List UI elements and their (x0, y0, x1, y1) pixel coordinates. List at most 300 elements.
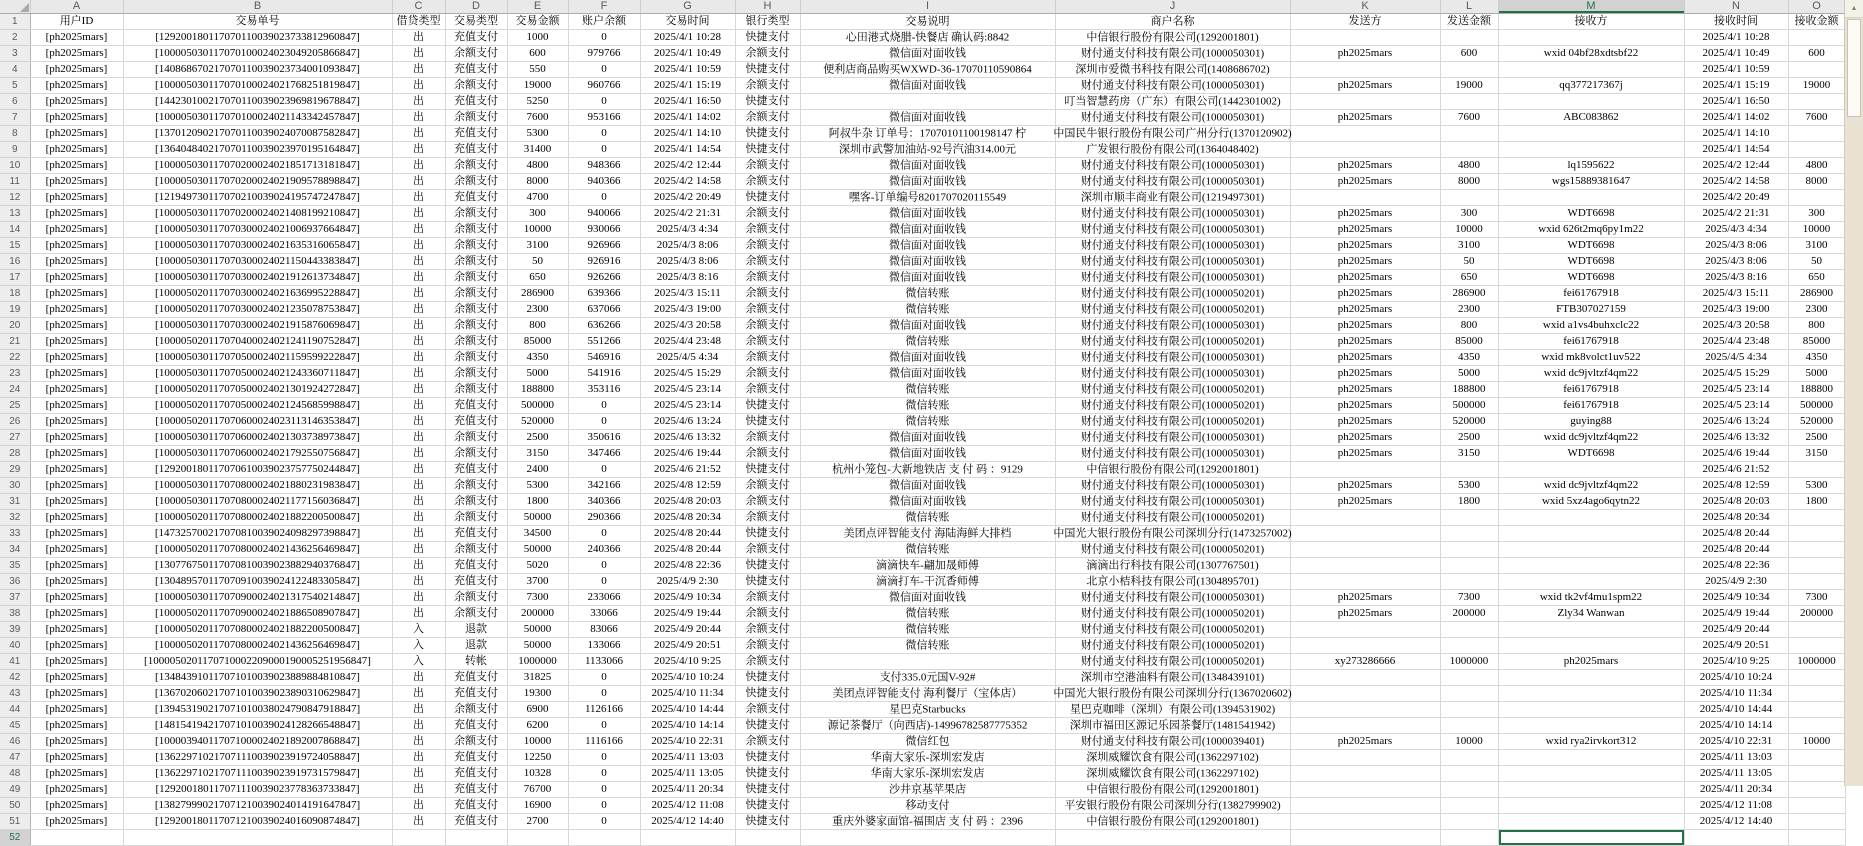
cell[interactable]: 0 (568, 814, 640, 830)
cell[interactable]: 充值支付 (445, 686, 507, 702)
row-number[interactable]: 21 (0, 334, 30, 350)
cell[interactable]: [136702060217071010039023890310629847] (123, 686, 392, 702)
row-number[interactable]: 10 (0, 158, 30, 174)
cell[interactable]: 2025/4/1 15:19 (640, 78, 735, 94)
cell[interactable]: [ph2025mars] (30, 526, 123, 542)
cell[interactable]: 余额支付 (735, 78, 800, 94)
cell[interactable]: 2025/4/1 10:59 (640, 62, 735, 78)
cell[interactable]: 800 (1788, 318, 1845, 334)
cell[interactable]: 快捷支付 (735, 126, 800, 142)
cell[interactable]: 0 (568, 718, 640, 734)
cell[interactable]: 0 (568, 62, 640, 78)
cell[interactable]: ph2025mars (1290, 734, 1440, 750)
cell[interactable]: 50 (507, 254, 568, 270)
cell[interactable]: [ph2025mars] (30, 750, 123, 766)
cell[interactable]: ph2025mars (1290, 78, 1440, 94)
row-number[interactable]: 28 (0, 446, 30, 462)
cell[interactable]: 出 (392, 590, 445, 606)
cell[interactable]: 出 (392, 382, 445, 398)
cell[interactable]: 充值支付 (445, 718, 507, 734)
row-number[interactable]: 9 (0, 142, 30, 158)
cell[interactable]: 移动支付 (800, 798, 1055, 814)
cell[interactable]: 华南大家乐-深圳宏发店 (800, 766, 1055, 782)
cell[interactable]: 微信转账 (800, 302, 1055, 318)
cell[interactable]: [ph2025mars] (30, 158, 123, 174)
cell[interactable]: 出 (392, 702, 445, 718)
cell[interactable] (1290, 558, 1440, 574)
cell[interactable]: 微信面对面收钱 (800, 206, 1055, 222)
cell[interactable]: 余额支付 (735, 46, 800, 62)
cell[interactable]: 0 (568, 766, 640, 782)
cell[interactable]: 财付通支付科技有限公司(1000050301) (1055, 174, 1290, 190)
row-number[interactable]: 46 (0, 734, 30, 750)
cell[interactable]: 2025/4/8 20:03 (640, 494, 735, 510)
cell[interactable]: 交易金额 (507, 14, 568, 30)
cell[interactable] (1290, 126, 1440, 142)
cell[interactable]: 600 (507, 46, 568, 62)
row-number[interactable]: 25 (0, 398, 30, 414)
cell[interactable]: 188800 (1440, 382, 1498, 398)
cell[interactable]: 出 (392, 270, 445, 286)
cell[interactable] (1290, 526, 1440, 542)
cell[interactable]: [100005030117070900024021317540214847] (123, 590, 392, 606)
cell[interactable]: 2025/4/11 13:03 (640, 750, 735, 766)
cell[interactable]: 余额支付 (445, 158, 507, 174)
cell[interactable]: 出 (392, 734, 445, 750)
cell[interactable]: 中国光大银行股份有限公司深圳分行(1367020602) (1055, 686, 1290, 702)
cell[interactable] (1788, 830, 1845, 846)
cell[interactable]: [ph2025mars] (30, 142, 123, 158)
cell[interactable]: 3100 (1788, 238, 1845, 254)
column-header-D[interactable]: D (445, 0, 507, 14)
cell[interactable]: [ph2025mars] (30, 222, 123, 238)
cell[interactable] (1788, 718, 1845, 734)
cell[interactable] (1290, 670, 1440, 686)
cell[interactable]: 快捷支付 (735, 398, 800, 414)
cell[interactable]: 余额支付 (735, 638, 800, 654)
cell[interactable]: [ph2025mars] (30, 670, 123, 686)
cell[interactable]: 嘿客-订单编号8201707020115549 (800, 190, 1055, 206)
cell[interactable]: [100005020117070800024021436256469847] (123, 542, 392, 558)
cell[interactable]: 快捷支付 (735, 686, 800, 702)
cell[interactable]: 5300 (1788, 478, 1845, 494)
cell[interactable]: 充值支付 (445, 190, 507, 206)
cell[interactable]: 中信银行股份有限公司(1292001801) (1055, 30, 1290, 46)
cell[interactable] (1788, 526, 1845, 542)
cell[interactable]: 2025/4/3 8:06 (1684, 254, 1788, 270)
row-number[interactable]: 16 (0, 254, 30, 270)
cell[interactable]: 2025/4/8 22:36 (1684, 558, 1788, 574)
cell[interactable]: 余额支付 (445, 510, 507, 526)
cell[interactable]: [100005020117070800024021436256469847] (123, 638, 392, 654)
cell[interactable] (1290, 814, 1440, 830)
row-number[interactable]: 24 (0, 382, 30, 398)
cell[interactable]: 出 (392, 414, 445, 430)
cell[interactable]: [ph2025mars] (30, 398, 123, 414)
cell[interactable]: 10000 (1440, 734, 1498, 750)
cell[interactable] (1290, 510, 1440, 526)
cell[interactable]: 余额支付 (735, 286, 800, 302)
cell[interactable]: 充值支付 (445, 414, 507, 430)
cell[interactable]: 接收金额 (1788, 14, 1845, 30)
cell[interactable]: 华南大家乐-深圳宏发店 (800, 750, 1055, 766)
cell[interactable]: ph2025mars (1290, 606, 1440, 622)
cell[interactable]: [121949730117070210039024195747247847] (123, 190, 392, 206)
cell[interactable]: [ph2025mars] (30, 622, 123, 638)
cell[interactable]: 微信面对面收钱 (800, 254, 1055, 270)
cell[interactable]: 财付通支付科技有限公司(1000050301) (1055, 238, 1290, 254)
cell[interactable]: [ph2025mars] (30, 190, 123, 206)
cell[interactable]: 财付通支付科技有限公司(1000050301) (1055, 446, 1290, 462)
cell[interactable]: 2025/4/11 13:03 (1684, 750, 1788, 766)
cell[interactable]: ph2025mars (1290, 158, 1440, 174)
cell[interactable]: 微信转账 (800, 510, 1055, 526)
cell[interactable]: ph2025mars (1290, 238, 1440, 254)
cell[interactable]: 余额支付 (445, 286, 507, 302)
cell[interactable]: 出 (392, 558, 445, 574)
cell[interactable]: 出 (392, 398, 445, 414)
column-header-I[interactable]: I (800, 0, 1055, 14)
cell[interactable]: 85000 (1440, 334, 1498, 350)
cell[interactable]: 余额支付 (735, 350, 800, 366)
cell[interactable]: 余额支付 (445, 318, 507, 334)
cell[interactable]: 中信银行股份有限公司(1292001801) (1055, 782, 1290, 798)
cell[interactable]: 出 (392, 494, 445, 510)
cell[interactable] (1440, 670, 1498, 686)
cell[interactable] (1440, 798, 1498, 814)
row-number[interactable]: 50 (0, 798, 30, 814)
cell[interactable]: 2025/4/8 20:03 (1684, 494, 1788, 510)
cell[interactable]: [100005030117070500024021159599222847] (123, 350, 392, 366)
cell[interactable] (1290, 766, 1440, 782)
cell[interactable]: 杭州小笼包-大新地铁店 支 付 码 ：9129 (800, 462, 1055, 478)
cell[interactable]: 930066 (568, 222, 640, 238)
cell[interactable]: [100005030117070200024021408199210847] (123, 206, 392, 222)
cell[interactable]: 快捷支付 (735, 142, 800, 158)
cell[interactable]: 1133066 (568, 654, 640, 670)
cell[interactable]: 财付通支付科技有限公司(1000050301) (1055, 350, 1290, 366)
cell[interactable]: [ph2025mars] (30, 46, 123, 62)
cell[interactable]: [100005020117070800024021882200500847] (123, 622, 392, 638)
cell[interactable]: 余额支付 (445, 206, 507, 222)
cell[interactable]: 2025/4/3 4:34 (640, 222, 735, 238)
row-number[interactable]: 13 (0, 206, 30, 222)
cell[interactable]: ABC083862 (1498, 110, 1684, 126)
cell[interactable] (1440, 638, 1498, 654)
cell[interactable]: [100003940117071000024021892007868847] (123, 734, 392, 750)
row-number[interactable]: 2 (0, 30, 30, 46)
cell[interactable]: 微信转账 (800, 398, 1055, 414)
cell[interactable] (507, 830, 568, 846)
cell[interactable]: 2025/4/5 23:14 (640, 398, 735, 414)
cell[interactable]: 2300 (1788, 302, 1845, 318)
cell[interactable] (1788, 750, 1845, 766)
cell[interactable]: [ph2025mars] (30, 702, 123, 718)
cell[interactable]: 微信面对面收钱 (800, 318, 1055, 334)
cell[interactable]: 3700 (507, 574, 568, 590)
row-number[interactable]: 5 (0, 78, 30, 94)
cell[interactable] (1440, 766, 1498, 782)
cell[interactable] (1290, 702, 1440, 718)
cell[interactable] (1498, 782, 1684, 798)
cell[interactable]: 接收方 (1498, 14, 1684, 30)
cell[interactable]: 2025/4/3 20:58 (1684, 318, 1788, 334)
cell[interactable]: 2025/4/3 15:11 (1684, 286, 1788, 302)
cell[interactable]: 2025/4/10 14:14 (640, 718, 735, 734)
cell[interactable]: 2400 (507, 462, 568, 478)
cell[interactable]: 8000 (1440, 174, 1498, 190)
vertical-scrollbar[interactable] (1844, 0, 1863, 786)
cell[interactable]: 快捷支付 (735, 798, 800, 814)
cell[interactable] (1290, 542, 1440, 558)
cell[interactable]: 2025/4/12 14:40 (640, 814, 735, 830)
cell[interactable]: 出 (392, 94, 445, 110)
cell[interactable]: ph2025mars (1290, 590, 1440, 606)
cell[interactable]: 快捷支付 (735, 750, 800, 766)
cell[interactable] (1290, 142, 1440, 158)
cell[interactable]: wxid mk8volct1uv522 (1498, 350, 1684, 366)
cell[interactable]: [ph2025mars] (30, 30, 123, 46)
cell[interactable]: [1000050201170710002209000190005251956847] (123, 654, 392, 670)
cell[interactable]: 2025/4/8 20:34 (640, 510, 735, 526)
cell[interactable]: 源记茶餐厅（向西店)-14996782587775352 (800, 718, 1055, 734)
cell[interactable]: [130776750117070810039023882940376847] (123, 558, 392, 574)
cell[interactable]: 充值支付 (445, 814, 507, 830)
cell[interactable]: 300 (507, 206, 568, 222)
cell[interactable]: wgs15889381647 (1498, 174, 1684, 190)
cell[interactable] (1290, 830, 1440, 846)
cell[interactable]: 10328 (507, 766, 568, 782)
cell[interactable]: 出 (392, 366, 445, 382)
cell[interactable] (1788, 126, 1845, 142)
row-number[interactable]: 22 (0, 350, 30, 366)
cell[interactable] (1290, 574, 1440, 590)
cell[interactable]: [100005030117070100024023049205866847] (123, 46, 392, 62)
cell[interactable]: 233066 (568, 590, 640, 606)
cell[interactable]: [100005030117070300024021006937664847] (123, 222, 392, 238)
cell[interactable]: 0 (568, 190, 640, 206)
cell[interactable]: 200000 (507, 606, 568, 622)
cell[interactable]: 637066 (568, 302, 640, 318)
cell[interactable]: 出 (392, 158, 445, 174)
row-number[interactable]: 33 (0, 526, 30, 542)
cell[interactable]: 4350 (1440, 350, 1498, 366)
cell[interactable]: 余额支付 (735, 510, 800, 526)
cell[interactable]: 充值支付 (445, 574, 507, 590)
cell[interactable]: 300 (1440, 206, 1498, 222)
cell[interactable]: 2025/4/1 10:59 (1684, 62, 1788, 78)
cell[interactable]: 33066 (568, 606, 640, 622)
cell[interactable]: 出 (392, 462, 445, 478)
cell[interactable]: 充值支付 (445, 462, 507, 478)
cell[interactable]: 2025/4/10 22:31 (640, 734, 735, 750)
cell[interactable]: 微信面对面收钱 (800, 158, 1055, 174)
cell[interactable] (1788, 686, 1845, 702)
cell[interactable]: 2025/4/5 4:34 (640, 350, 735, 366)
cell[interactable] (1290, 686, 1440, 702)
row-number[interactable]: 30 (0, 478, 30, 494)
cell[interactable]: [100005030117070300024021150443383847] (123, 254, 392, 270)
cell[interactable]: [ph2025mars] (30, 606, 123, 622)
cell[interactable]: 979766 (568, 46, 640, 62)
cell[interactable] (1498, 622, 1684, 638)
cell[interactable]: 2025/4/1 10:28 (1684, 30, 1788, 46)
cell[interactable]: 2025/4/9 10:34 (1684, 590, 1788, 606)
cell[interactable]: 2025/4/3 20:58 (640, 318, 735, 334)
cell[interactable]: 出 (392, 670, 445, 686)
cell[interactable] (1498, 510, 1684, 526)
cell[interactable]: 2025/4/11 20:34 (1684, 782, 1788, 798)
cell[interactable] (1440, 462, 1498, 478)
cell[interactable]: 余额支付 (445, 334, 507, 350)
row-number[interactable]: 17 (0, 270, 30, 286)
cell[interactable] (1440, 526, 1498, 542)
cell[interactable]: 退款 (445, 622, 507, 638)
cell[interactable]: [136229710217071110039023919731579847] (123, 766, 392, 782)
cell[interactable] (1055, 830, 1290, 846)
scrollbar-thumb[interactable] (1847, 19, 1861, 117)
cell[interactable]: 交易单号 (123, 14, 392, 30)
cell[interactable]: 出 (392, 686, 445, 702)
cell[interactable]: 2025/4/9 20:44 (1684, 622, 1788, 638)
cell[interactable] (1498, 462, 1684, 478)
row-number[interactable]: 26 (0, 414, 30, 430)
cell[interactable]: 余额支付 (445, 46, 507, 62)
cell[interactable]: [140868670217070110039023734001093847] (123, 62, 392, 78)
row-number[interactable]: 45 (0, 718, 30, 734)
cell[interactable] (1290, 718, 1440, 734)
cell[interactable]: 出 (392, 766, 445, 782)
cell[interactable]: 2025/4/10 14:44 (1684, 702, 1788, 718)
cell[interactable]: ph2025mars (1290, 414, 1440, 430)
cell[interactable]: [ph2025mars] (30, 574, 123, 590)
cell[interactable]: 深圳市顺丰商业有限公司(1219497301) (1055, 190, 1290, 206)
cell[interactable]: 2025/4/2 20:49 (1684, 190, 1788, 206)
cell[interactable]: 50000 (507, 542, 568, 558)
cell[interactable]: [100005020117070500024021245685998847] (123, 398, 392, 414)
row-number[interactable]: 31 (0, 494, 30, 510)
cell[interactable]: 3100 (1440, 238, 1498, 254)
cell[interactable]: 充值支付 (445, 142, 507, 158)
cell[interactable]: 财付通支付科技有限公司(1000050301) (1055, 270, 1290, 286)
cell[interactable]: wxid 5xz4ago6qytn22 (1498, 494, 1684, 510)
cell[interactable]: 3150 (507, 446, 568, 462)
cell[interactable]: [136404840217070110039023970195164847] (123, 142, 392, 158)
cell[interactable]: 10000 (1788, 734, 1845, 750)
cell[interactable] (1788, 94, 1845, 110)
cell[interactable]: 快捷支付 (735, 414, 800, 430)
cell[interactable]: 交易类型 (445, 14, 507, 30)
cell[interactable]: 520000 (1788, 414, 1845, 430)
cell[interactable]: 19000 (1440, 78, 1498, 94)
cell[interactable]: 交易说明 (800, 14, 1055, 30)
cell[interactable]: 北京小桔科技有限公司(1304895701) (1055, 574, 1290, 590)
cell[interactable]: 微信转账 (800, 382, 1055, 398)
cell[interactable]: 余额支付 (735, 110, 800, 126)
cell[interactable]: 2025/4/11 20:34 (640, 782, 735, 798)
cell[interactable]: 4700 (507, 190, 568, 206)
cell[interactable]: [ph2025mars] (30, 686, 123, 702)
cell[interactable]: 2025/4/4 23:48 (1684, 334, 1788, 350)
cell[interactable]: 星巴克Starbucks (800, 702, 1055, 718)
cell[interactable]: 微信面对面收钱 (800, 478, 1055, 494)
cell[interactable]: ph2025mars (1290, 110, 1440, 126)
row-number[interactable]: 42 (0, 670, 30, 686)
cell[interactable]: 余额支付 (445, 734, 507, 750)
cell[interactable]: 1126166 (568, 702, 640, 718)
cell[interactable]: 1800 (1788, 494, 1845, 510)
cell[interactable]: 2025/4/10 11:34 (1684, 686, 1788, 702)
cell[interactable] (1498, 750, 1684, 766)
cell[interactable]: 广发银行股份有限公司(1364048402) (1055, 142, 1290, 158)
cell[interactable]: 出 (392, 350, 445, 366)
cell[interactable]: WDT6698 (1498, 206, 1684, 222)
cell[interactable]: ph2025mars (1290, 446, 1440, 462)
cell[interactable]: [ph2025mars] (30, 110, 123, 126)
cell[interactable] (800, 654, 1055, 670)
select-all-corner[interactable] (0, 0, 30, 14)
cell[interactable]: 2025/4/3 4:34 (1684, 222, 1788, 238)
cell[interactable] (1440, 190, 1498, 206)
cell[interactable]: 余额支付 (445, 110, 507, 126)
cell[interactable]: 微信转账 (800, 638, 1055, 654)
row-number[interactable]: 29 (0, 462, 30, 478)
cell[interactable] (1498, 190, 1684, 206)
cell[interactable]: 541916 (568, 366, 640, 382)
cell[interactable] (1440, 574, 1498, 590)
cell[interactable]: 快捷支付 (735, 62, 800, 78)
cell[interactable]: 快捷支付 (735, 30, 800, 46)
cell[interactable]: 2025/4/3 15:11 (640, 286, 735, 302)
cell[interactable]: 接收时间 (1684, 14, 1788, 30)
cell[interactable]: 财付通支付科技有限公司(1000050301) (1055, 430, 1290, 446)
cell[interactable]: 926266 (568, 270, 640, 286)
cell[interactable]: [ph2025mars] (30, 286, 123, 302)
cell[interactable]: 3150 (1788, 446, 1845, 462)
cell[interactable]: 0 (568, 782, 640, 798)
cell[interactable]: [ph2025mars] (30, 766, 123, 782)
cell[interactable]: 5300 (507, 126, 568, 142)
cell[interactable]: 0 (568, 686, 640, 702)
cell[interactable]: 2025/4/3 19:00 (1684, 302, 1788, 318)
cell[interactable]: 微信转账 (800, 542, 1055, 558)
cell[interactable]: 2025/4/2 14:58 (1684, 174, 1788, 190)
cell[interactable]: 快捷支付 (735, 782, 800, 798)
cell[interactable] (1498, 30, 1684, 46)
cell[interactable]: 0 (568, 30, 640, 46)
cell[interactable]: 2025/4/9 20:51 (1684, 638, 1788, 654)
cell[interactable]: 出 (392, 446, 445, 462)
cell[interactable] (1440, 558, 1498, 574)
cell[interactable]: fei61767918 (1498, 398, 1684, 414)
cell[interactable]: 出 (392, 190, 445, 206)
cell[interactable]: 余额支付 (445, 382, 507, 398)
cell[interactable]: 沙井京基苹果店 (800, 782, 1055, 798)
cell[interactable]: 财付通支付科技有限公司(1000050301) (1055, 366, 1290, 382)
cell[interactable]: 交易时间 (640, 14, 735, 30)
cell[interactable] (1440, 702, 1498, 718)
cell[interactable]: 2025/4/9 10:34 (640, 590, 735, 606)
cell[interactable]: 余额支付 (445, 590, 507, 606)
cell[interactable]: 银行类型 (735, 14, 800, 30)
cell[interactable]: 940066 (568, 206, 640, 222)
cell[interactable]: 微信面对面收钱 (800, 174, 1055, 190)
cell[interactable]: 2025/4/6 13:24 (1684, 414, 1788, 430)
cell[interactable] (1498, 766, 1684, 782)
cell[interactable]: 深圳市福田区源记乐园茶餐厅(1481541942) (1055, 718, 1290, 734)
cell[interactable]: 出 (392, 430, 445, 446)
cell[interactable] (123, 830, 392, 846)
